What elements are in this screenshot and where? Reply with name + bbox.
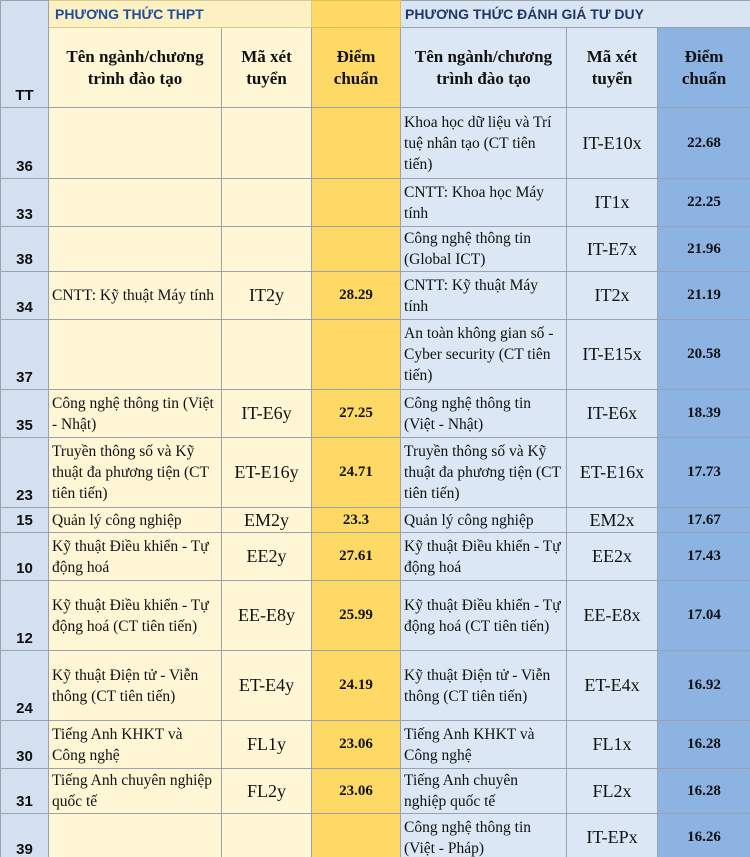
thpt-program-name: Tiếng Anh KHKT và Công nghệ (49, 721, 222, 769)
thpt-cutoff-score (312, 320, 401, 390)
thpt-program-name: Kỹ thuật Điện tử - Viễn thông (CT tiên tiến) (49, 651, 222, 721)
table-row (1, 179, 750, 227)
dgtd-admission-code: IT-E6x (567, 390, 658, 438)
dgtd-cutoff-score: 17.43 (658, 533, 750, 581)
dgtd-admission-code: EM2x (567, 508, 658, 533)
thpt-cutoff-score: 23.3 (312, 508, 401, 533)
dgtd-cutoff-score: 17.04 (658, 581, 750, 651)
row-tt: 38 (1, 227, 49, 272)
dgtd-admission-code: IT-E10x (567, 108, 658, 179)
dgtd-admission-code: IT1x (567, 179, 658, 227)
dgtd-cutoff-score: 16.26 (658, 814, 750, 857)
table-row (1, 533, 750, 581)
table-row (1, 769, 750, 814)
section-thpt-title: PHƯƠNG THỨC THPT (49, 1, 312, 28)
thpt-admission-code (222, 320, 312, 390)
thpt-program-name: CNTT: Kỹ thuật Máy tính (49, 272, 222, 320)
table-row (1, 108, 750, 179)
dgtd-cutoff-score: 16.92 (658, 651, 750, 721)
header-right-code: Mã xét tuyển (567, 28, 658, 108)
dgtd-cutoff-score: 21.19 (658, 272, 750, 320)
table-row (1, 320, 750, 390)
table-row (1, 581, 750, 651)
dgtd-admission-code: EE-E8x (567, 581, 658, 651)
dgtd-admission-code: IT2x (567, 272, 658, 320)
row-tt: 24 (1, 651, 49, 721)
dgtd-admission-code: ET-E16x (567, 438, 658, 508)
row-tt: 30 (1, 721, 49, 769)
dgtd-program-name: Kỹ thuật Điều khiển - Tự động hoá (401, 533, 567, 581)
thpt-cutoff-score: 25.99 (312, 581, 401, 651)
section-dgtd-title: PHƯƠNG THỨC ĐÁNH GIÁ TƯ DUY (401, 1, 750, 28)
thpt-cutoff-score: 24.71 (312, 438, 401, 508)
header-left-code: Mã xét tuyển (222, 28, 312, 108)
dgtd-program-name: Khoa học dữ liệu và Trí tuệ nhân tạo (CT tiên tiến) (401, 108, 567, 179)
table-row (1, 508, 750, 533)
thpt-program-name: Công nghệ thông tin (Việt - Nhật) (49, 390, 222, 438)
thpt-admission-code: FL2y (222, 769, 312, 814)
dgtd-program-name: Công nghệ thông tin (Việt - Pháp) (401, 814, 567, 857)
column-header-row (1, 28, 750, 108)
thpt-admission-code: IT-E6y (222, 390, 312, 438)
thpt-admission-code: ET-E16y (222, 438, 312, 508)
thpt-cutoff-score: 28.29 (312, 272, 401, 320)
dgtd-admission-code: IT-EPx (567, 814, 658, 857)
dgtd-program-name: Công nghệ thông tin (Global ICT) (401, 227, 567, 272)
table-row (1, 227, 750, 272)
thpt-program-name (49, 108, 222, 179)
row-tt: 10 (1, 533, 49, 581)
row-tt: 15 (1, 508, 49, 533)
dgtd-program-name: Kỹ thuật Điều khiển - Tự động hoá (CT tiên tiến) (401, 581, 567, 651)
thpt-admission-code: ET-E4y (222, 651, 312, 721)
thpt-admission-code: EE2y (222, 533, 312, 581)
dgtd-cutoff-score: 22.25 (658, 179, 750, 227)
dgtd-admission-code: IT-E7x (567, 227, 658, 272)
dgtd-cutoff-score: 16.28 (658, 769, 750, 814)
table-row (1, 651, 750, 721)
thpt-admission-code: EE-E8y (222, 581, 312, 651)
dgtd-program-name: Truyền thông số và Kỹ thuật đa phương tiện (CT tiên tiến) (401, 438, 567, 508)
thpt-program-name: Tiếng Anh chuyên nghiệp quốc tế (49, 769, 222, 814)
thpt-cutoff-score (312, 108, 401, 179)
thpt-cutoff-score: 27.25 (312, 390, 401, 438)
dgtd-admission-code: FL2x (567, 769, 658, 814)
thpt-admission-code: EM2y (222, 508, 312, 533)
thpt-cutoff-score: 24.19 (312, 651, 401, 721)
dgtd-cutoff-score: 18.39 (658, 390, 750, 438)
thpt-program-name (49, 320, 222, 390)
dgtd-program-name: Công nghệ thông tin (Việt - Nhật) (401, 390, 567, 438)
row-tt: 36 (1, 108, 49, 179)
table-row (1, 814, 750, 857)
table-row (1, 390, 750, 438)
thpt-cutoff-score: 23.06 (312, 769, 401, 814)
table-row (1, 272, 750, 320)
dgtd-program-name: CNTT: Khoa học Máy tính (401, 179, 567, 227)
thpt-admission-code (222, 108, 312, 179)
dgtd-program-name: Quản lý công nghiệp (401, 508, 567, 533)
header-left-score: Điểm chuẩn (312, 28, 401, 108)
tt-column-header: TT (1, 1, 49, 108)
thpt-cutoff-score (312, 227, 401, 272)
dgtd-program-name: Tiếng Anh chuyên nghiệp quốc tế (401, 769, 567, 814)
dgtd-program-name: Kỹ thuật Điện tử - Viễn thông (CT tiên tiến) (401, 651, 567, 721)
thpt-cutoff-score: 27.61 (312, 533, 401, 581)
thpt-program-name (49, 227, 222, 272)
row-tt: 37 (1, 320, 49, 390)
dgtd-cutoff-score: 22.68 (658, 108, 750, 179)
thpt-admission-code (222, 814, 312, 857)
dgtd-admission-code: IT-E15x (567, 320, 658, 390)
thpt-cutoff-score: 23.06 (312, 721, 401, 769)
dgtd-program-name: Tiếng Anh KHKT và Công nghệ (401, 721, 567, 769)
dgtd-program-name: An toàn không gian số - Cyber security (CT tiên tiến) (401, 320, 567, 390)
thpt-program-name: Kỹ thuật Điều khiển - Tự động hoá (49, 533, 222, 581)
dgtd-admission-code: FL1x (567, 721, 658, 769)
row-tt: 23 (1, 438, 49, 508)
dgtd-cutoff-score: 16.28 (658, 721, 750, 769)
thpt-admission-code: FL1y (222, 721, 312, 769)
row-tt: 35 (1, 390, 49, 438)
header-right-name: Tên ngành/chương trình đào tạo (401, 28, 567, 108)
row-tt: 39 (1, 814, 49, 857)
dgtd-program-name: CNTT: Kỹ thuật Máy tính (401, 272, 567, 320)
thpt-admission-code (222, 227, 312, 272)
section-header-row (1, 1, 750, 28)
dgtd-admission-code: EE2x (567, 533, 658, 581)
dgtd-cutoff-score: 20.58 (658, 320, 750, 390)
thpt-program-name: Kỹ thuật Điều khiển - Tự động hoá (CT tiên tiến) (49, 581, 222, 651)
dgtd-admission-code: ET-E4x (567, 651, 658, 721)
table-row (1, 438, 750, 508)
dgtd-cutoff-score: 21.96 (658, 227, 750, 272)
thpt-admission-code: IT2y (222, 272, 312, 320)
row-tt: 33 (1, 179, 49, 227)
dgtd-cutoff-score: 17.67 (658, 508, 750, 533)
row-tt: 34 (1, 272, 49, 320)
table-row (1, 721, 750, 769)
thpt-program-name: Truyền thông số và Kỹ thuật đa phương tiện (CT tiên tiến) (49, 438, 222, 508)
header-right-score: Điểm chuẩn (658, 28, 750, 108)
row-tt: 31 (1, 769, 49, 814)
thpt-cutoff-score (312, 179, 401, 227)
thpt-cutoff-score (312, 814, 401, 857)
section-gap-cell (312, 1, 401, 28)
thpt-program-name: Quản lý công nghiệp (49, 508, 222, 533)
thpt-admission-code (222, 179, 312, 227)
thpt-program-name (49, 179, 222, 227)
thpt-program-name (49, 814, 222, 857)
header-left-name: Tên ngành/chương trình đào tạo (49, 28, 222, 108)
row-tt: 12 (1, 581, 49, 651)
dgtd-cutoff-score: 17.73 (658, 438, 750, 508)
